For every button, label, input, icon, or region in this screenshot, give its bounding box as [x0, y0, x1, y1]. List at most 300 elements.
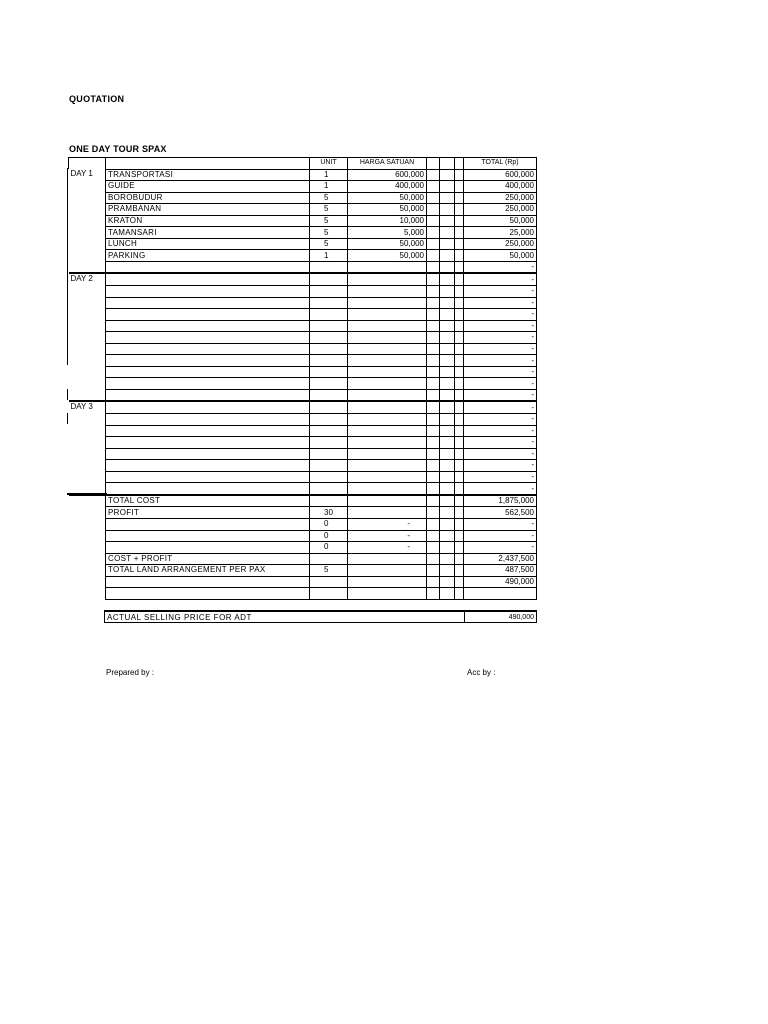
item-cell: [106, 286, 310, 298]
unit-cell: [310, 448, 348, 460]
blank-cell: [440, 366, 455, 378]
blank-cell: [440, 332, 455, 344]
table-row: [69, 250, 537, 262]
table-row: [69, 495, 537, 507]
item-cell: COST + PROFIT: [106, 553, 310, 565]
day-cell: [69, 471, 106, 483]
price-cell: 400,000: [348, 181, 427, 193]
blank-cell: [440, 471, 455, 483]
day-cell: [69, 250, 106, 262]
blank-cell: [455, 588, 464, 600]
blank-cell: [427, 483, 440, 495]
price-cell: [348, 460, 427, 472]
table-row: [69, 215, 537, 227]
day-cell: [69, 309, 106, 321]
blank-cell: [455, 215, 464, 227]
item-cell: [106, 460, 310, 472]
day-cell: [69, 238, 106, 250]
blank-cell: [455, 286, 464, 298]
blank-cell: [455, 565, 464, 577]
blank-cell: [440, 448, 455, 460]
unit-cell: [310, 286, 348, 298]
blank-cell: [455, 414, 464, 426]
total-cell: -: [464, 483, 537, 495]
blank-cell: [427, 273, 440, 285]
blank-cell: [455, 192, 464, 204]
day-cell: [69, 286, 106, 298]
table-row: [69, 169, 537, 181]
day-cell: [69, 181, 106, 193]
blank-cell: [427, 238, 440, 250]
item-cell: [106, 401, 310, 413]
table-row: [69, 378, 537, 390]
day-cell: [69, 553, 106, 565]
header-cell: [69, 158, 106, 170]
price-cell: [348, 565, 427, 577]
total-cell: 2,437,500: [464, 553, 537, 565]
total-cell: -: [464, 471, 537, 483]
day-cell: [69, 414, 106, 426]
unit-cell: [310, 460, 348, 472]
blank-cell: [455, 261, 464, 273]
total-cell: -: [464, 355, 537, 367]
blank-cell: [427, 553, 440, 565]
blank-cell: [455, 507, 464, 519]
total-cell: -: [464, 378, 537, 390]
total-cell: 1,875,000: [464, 495, 537, 507]
item-cell: [106, 261, 310, 273]
item-cell: TRANSPORTASI: [106, 169, 310, 181]
document-title: QUOTATION: [69, 94, 125, 104]
blank-cell: [427, 495, 440, 507]
unit-cell: 0: [310, 530, 348, 542]
item-cell: [106, 518, 310, 530]
table-row: [69, 471, 537, 483]
price-cell: [348, 588, 427, 600]
table-row: [69, 448, 537, 460]
blank-cell: [440, 425, 455, 437]
unit-cell: 1: [310, 169, 348, 181]
item-cell: PROFIT: [106, 507, 310, 519]
table-row: [69, 518, 537, 530]
price-cell: [348, 273, 427, 285]
blank-cell: [440, 530, 455, 542]
selling-price-box: [104, 610, 536, 623]
unit-cell: [310, 366, 348, 378]
day-cell: [69, 460, 106, 472]
total-cell: -: [464, 518, 537, 530]
day-cell: [69, 448, 106, 460]
blank-cell: [427, 169, 440, 181]
blank-cell: [440, 542, 455, 554]
item-cell: [106, 297, 310, 309]
day-cell: [69, 518, 106, 530]
blank-cell: [440, 286, 455, 298]
day-cell: [69, 576, 106, 588]
unit-cell: 5: [310, 215, 348, 227]
table-row: [69, 273, 537, 285]
item-cell: [106, 332, 310, 344]
item-cell: [106, 588, 310, 600]
unit-cell: 30: [310, 507, 348, 519]
unit-cell: [310, 401, 348, 413]
total-cell: -: [464, 448, 537, 460]
table-row: [69, 565, 537, 577]
tour-title: ONE DAY TOUR SPAX: [69, 144, 167, 154]
blank-cell: [455, 518, 464, 530]
blank-cell: [455, 553, 464, 565]
blank-cell: [427, 355, 440, 367]
unit-cell: [310, 343, 348, 355]
table-row: [69, 192, 537, 204]
price-cell: 50,000: [348, 250, 427, 262]
day-cell: [69, 355, 106, 367]
total-cell: -: [464, 261, 537, 273]
total-cell: -: [464, 425, 537, 437]
item-cell: [106, 309, 310, 321]
blank-cell: [440, 204, 455, 216]
day-cell: [69, 425, 106, 437]
table-row: [69, 320, 537, 332]
blank-cell: [427, 320, 440, 332]
blank-cell: [455, 250, 464, 262]
blank-cell: [427, 530, 440, 542]
blank-cell: [440, 389, 455, 401]
total-cell: [464, 588, 537, 600]
table-row: [69, 483, 537, 495]
blank-cell: [427, 192, 440, 204]
total-cell: -: [464, 309, 537, 321]
unit-cell: 5: [310, 227, 348, 239]
blank-cell: [427, 460, 440, 472]
table-row: [69, 355, 537, 367]
blank-cell: [427, 332, 440, 344]
blank-cell: [427, 343, 440, 355]
total-cell: -: [464, 460, 537, 472]
blank-cell: [440, 320, 455, 332]
blank-cell: [427, 588, 440, 600]
table-row: [69, 401, 537, 413]
total-cell: 400,000: [464, 181, 537, 193]
item-cell: [106, 542, 310, 554]
unit-cell: [310, 355, 348, 367]
blank-cell: [455, 332, 464, 344]
table-row: [69, 332, 537, 344]
blank-cell: [440, 518, 455, 530]
unit-cell: [310, 553, 348, 565]
price-cell: [348, 414, 427, 426]
unit-cell: 0: [310, 542, 348, 554]
blank-cell: [455, 471, 464, 483]
day-label: DAY 2: [69, 273, 106, 285]
unit-cell: 1: [310, 181, 348, 193]
price-cell: [348, 261, 427, 273]
day-cell: [69, 389, 106, 401]
item-cell: [106, 366, 310, 378]
price-cell: [348, 297, 427, 309]
blank-cell: [427, 576, 440, 588]
day-cell: [69, 320, 106, 332]
blank-cell: [440, 483, 455, 495]
day-cell: [69, 437, 106, 449]
unit-header: UNIT: [310, 158, 348, 170]
selling-price-value: 490,000: [465, 611, 537, 623]
header-cell: [440, 158, 455, 170]
table-row: [69, 542, 537, 554]
table-row: [69, 576, 537, 588]
unit-cell: [310, 437, 348, 449]
day-cell: [69, 542, 106, 554]
price-cell: [348, 343, 427, 355]
item-cell: PARKING: [106, 250, 310, 262]
blank-cell: [427, 389, 440, 401]
item-cell: [106, 320, 310, 332]
blank-cell: [427, 471, 440, 483]
unit-cell: [310, 389, 348, 401]
unit-cell: [310, 576, 348, 588]
unit-cell: 1: [310, 250, 348, 262]
price-cell: [348, 495, 427, 507]
item-cell: KRATON: [106, 215, 310, 227]
table-row: [69, 297, 537, 309]
blank-cell: [455, 483, 464, 495]
price-cell: -: [348, 530, 427, 542]
item-cell: LUNCH: [106, 238, 310, 250]
quotation-table: [68, 157, 536, 600]
blank-cell: [427, 204, 440, 216]
price-cell: [348, 378, 427, 390]
price-cell: [348, 576, 427, 588]
blank-cell: [440, 192, 455, 204]
price-cell: [348, 483, 427, 495]
blank-cell: [440, 576, 455, 588]
total-cell: 50,000: [464, 250, 537, 262]
blank-cell: [455, 355, 464, 367]
total-cell: -: [464, 401, 537, 413]
price-cell: 50,000: [348, 238, 427, 250]
item-cell: [106, 273, 310, 285]
price-cell: [348, 507, 427, 519]
day-cell: [69, 565, 106, 577]
total-cell: -: [464, 273, 537, 285]
price-cell: 5,000: [348, 227, 427, 239]
blank-cell: [440, 355, 455, 367]
blank-cell: [427, 518, 440, 530]
unit-cell: 5: [310, 238, 348, 250]
blank-cell: [440, 250, 455, 262]
table-row: [69, 343, 537, 355]
blank-cell: [440, 378, 455, 390]
day-cell: [69, 530, 106, 542]
unit-cell: [310, 495, 348, 507]
blank-cell: [427, 181, 440, 193]
table-row: [69, 181, 537, 193]
item-cell: GUIDE: [106, 181, 310, 193]
unit-cell: [310, 471, 348, 483]
blank-cell: [440, 169, 455, 181]
unit-cell: 5: [310, 204, 348, 216]
blank-cell: [440, 507, 455, 519]
blank-cell: [427, 366, 440, 378]
day-cell: [69, 297, 106, 309]
day-cell: [69, 215, 106, 227]
item-cell: TOTAL COST: [106, 495, 310, 507]
table-row: [69, 389, 537, 401]
item-cell: [106, 389, 310, 401]
blank-cell: [427, 401, 440, 413]
total-cell: -: [464, 530, 537, 542]
price-cell: [348, 366, 427, 378]
day-cell: [69, 366, 106, 378]
blank-cell: [455, 366, 464, 378]
price-cell: 50,000: [348, 204, 427, 216]
blank-cell: [427, 309, 440, 321]
blank-cell: [440, 437, 455, 449]
unit-cell: [310, 588, 348, 600]
price-cell: [348, 389, 427, 401]
day-label: DAY 1: [69, 169, 106, 181]
price-cell: [348, 332, 427, 344]
acc-by-label: Acc by :: [467, 668, 496, 677]
table-row: [69, 227, 537, 239]
unit-cell: 5: [310, 565, 348, 577]
total-cell: 25,000: [464, 227, 537, 239]
blank-cell: [455, 542, 464, 554]
day-cell: [69, 495, 106, 507]
blank-cell: [455, 309, 464, 321]
total-cell: 250,000: [464, 204, 537, 216]
unit-cell: 5: [310, 192, 348, 204]
blank-cell: [427, 297, 440, 309]
table-row: [69, 309, 537, 321]
price-cell: [348, 309, 427, 321]
blank-cell: [455, 401, 464, 413]
blank-cell: [440, 227, 455, 239]
price-cell: [348, 553, 427, 565]
blank-cell: [427, 261, 440, 273]
item-cell: [106, 483, 310, 495]
day-cell: [69, 204, 106, 216]
selling-price-label: ACTUAL SELLING PRICE FOR ADT: [105, 611, 465, 623]
unit-cell: [310, 320, 348, 332]
price-cell: 600,000: [348, 169, 427, 181]
blank-cell: [455, 448, 464, 460]
blank-cell: [440, 181, 455, 193]
unit-cell: [310, 332, 348, 344]
item-cell: PRAMBANAN: [106, 204, 310, 216]
item-cell: BOROBUDUR: [106, 192, 310, 204]
unit-cell: [310, 425, 348, 437]
header-cell: [106, 158, 310, 170]
unit-cell: [310, 378, 348, 390]
table-row: [69, 425, 537, 437]
total-cell: -: [464, 414, 537, 426]
table-row: [69, 238, 537, 250]
table-row: [69, 588, 537, 600]
table-row: [69, 261, 537, 273]
blank-cell: [427, 250, 440, 262]
blank-cell: [455, 204, 464, 216]
header-cell: [427, 158, 440, 170]
blank-cell: [427, 286, 440, 298]
table-row: [69, 286, 537, 298]
blank-cell: [455, 238, 464, 250]
header-cell: [455, 158, 464, 170]
total-cell: 250,000: [464, 238, 537, 250]
total-cell: -: [464, 286, 537, 298]
unit-cell: [310, 297, 348, 309]
total-cell: -: [464, 542, 537, 554]
total-cell: 487,500: [464, 565, 537, 577]
blank-cell: [440, 401, 455, 413]
price-cell: [348, 355, 427, 367]
blank-cell: [455, 495, 464, 507]
price-cell: [348, 320, 427, 332]
price-cell: 10,000: [348, 215, 427, 227]
total-cell: 250,000: [464, 192, 537, 204]
blank-cell: [455, 227, 464, 239]
blank-cell: [440, 495, 455, 507]
unit-cell: 0: [310, 518, 348, 530]
blank-cell: [440, 414, 455, 426]
blank-cell: [440, 565, 455, 577]
price-cell: [348, 401, 427, 413]
item-cell: TAMANSARI: [106, 227, 310, 239]
blank-cell: [440, 588, 455, 600]
total-cell: -: [464, 366, 537, 378]
table-row: [69, 366, 537, 378]
blank-cell: [455, 320, 464, 332]
table-row: [69, 204, 537, 216]
price-cell: [348, 437, 427, 449]
item-cell: [106, 437, 310, 449]
blank-cell: [440, 460, 455, 472]
price-cell: -: [348, 542, 427, 554]
blank-cell: [440, 215, 455, 227]
item-cell: [106, 378, 310, 390]
unit-cell: [310, 414, 348, 426]
day-label: DAY 3: [69, 401, 106, 413]
day-cell: [69, 588, 106, 600]
blank-cell: [455, 297, 464, 309]
unit-cell: [310, 309, 348, 321]
blank-cell: [440, 238, 455, 250]
item-cell: [106, 471, 310, 483]
blank-cell: [455, 378, 464, 390]
blank-cell: [455, 273, 464, 285]
total-cell: -: [464, 389, 537, 401]
price-cell: -: [348, 518, 427, 530]
day-cell: [69, 192, 106, 204]
item-cell: [106, 530, 310, 542]
day-cell: [69, 507, 106, 519]
price-cell: [348, 286, 427, 298]
blank-cell: [427, 448, 440, 460]
blank-cell: [427, 378, 440, 390]
table-row: [69, 158, 537, 170]
blank-cell: [455, 460, 464, 472]
price-cell: [348, 471, 427, 483]
blank-cell: [427, 437, 440, 449]
day-cell: [69, 332, 106, 344]
blank-cell: [440, 553, 455, 565]
blank-cell: [427, 542, 440, 554]
table-row: [69, 553, 537, 565]
table-row: [69, 414, 537, 426]
blank-cell: [440, 261, 455, 273]
total-cell: -: [464, 320, 537, 332]
blank-cell: [455, 389, 464, 401]
